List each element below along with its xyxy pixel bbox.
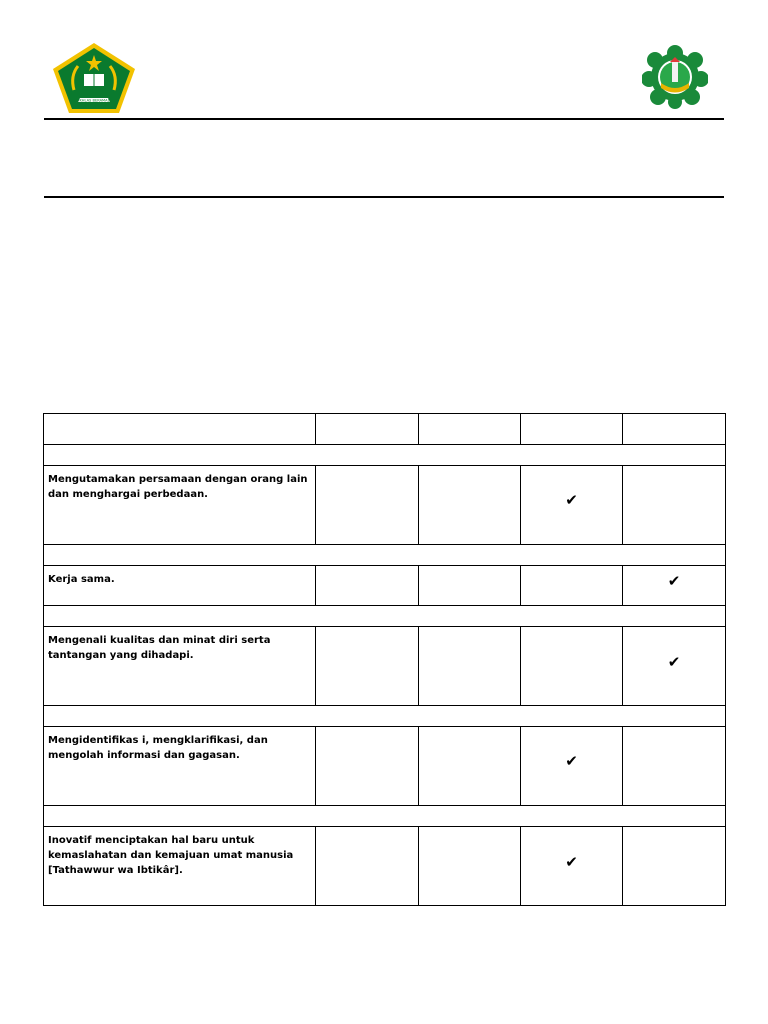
header-cell: [316, 414, 419, 445]
row-description: Kerja sama.: [44, 566, 316, 606]
header-cell: [623, 414, 726, 445]
checkmark-icon: ✔: [667, 572, 681, 590]
rating-cell: [521, 566, 623, 606]
table-row: [44, 727, 726, 806]
logo-motto: IKHLAS BERAMAL: [78, 98, 110, 103]
row-description: Inovatif menciptakan hal baru untuk kemaslahatan dan kemajuan umat manusia [Tathawwur wa Ibtikâr].: [44, 827, 316, 906]
row-description: Mengidentifikas i, mengklarifikasi, dan mengolah informasi dan gagasan.: [44, 727, 316, 806]
section-row: [44, 545, 726, 566]
rating-cell: [419, 727, 521, 806]
rating-cell: [521, 827, 623, 906]
rating-cell: [316, 466, 419, 545]
checkmark-icon: ✔: [667, 653, 681, 671]
table-row: [44, 827, 726, 906]
header-cell: [419, 414, 521, 445]
table-row: [44, 566, 726, 606]
school-flower-emblem-icon: [642, 45, 708, 109]
rating-cell: [623, 727, 726, 806]
checkmark-icon: ✔: [565, 752, 578, 770]
header-cell: [44, 414, 316, 445]
rating-cell: [521, 627, 623, 706]
rating-cell: [316, 827, 419, 906]
rating-cell: [521, 727, 623, 806]
section-row: [44, 606, 726, 627]
checkmark-icon: ✔: [565, 853, 578, 871]
header-cell: [521, 414, 623, 445]
kemenag-pentagon-emblem-icon: [52, 42, 136, 114]
rating-cell: [419, 827, 521, 906]
header-rule-top: [44, 118, 724, 120]
row-description: Mengenali kualitas dan minat diri serta tantangan yang dihadapi.: [44, 627, 316, 706]
rating-cell: [316, 566, 419, 606]
rating-cell: [623, 466, 726, 545]
section-row: [44, 445, 726, 466]
rating-cell: [623, 627, 726, 706]
header-rule-bottom: [44, 196, 724, 198]
checkmark-icon: ✔: [565, 491, 578, 509]
rating-cell: [623, 566, 726, 606]
section-row: [44, 706, 726, 727]
rating-cell: [419, 627, 521, 706]
rating-cell: [623, 827, 726, 906]
rating-cell: [419, 566, 521, 606]
rating-cell: [316, 727, 419, 806]
assessment-table: [43, 413, 726, 906]
section-row: [44, 806, 726, 827]
table-row: [44, 627, 726, 706]
rating-cell: [521, 466, 623, 545]
table-header-row: [44, 414, 726, 445]
row-description: Mengutamakan persamaan dengan orang lain dan menghargai perbedaan.: [44, 466, 316, 545]
rating-cell: [419, 466, 521, 545]
rating-cell: [316, 627, 419, 706]
table-row: [44, 466, 726, 545]
